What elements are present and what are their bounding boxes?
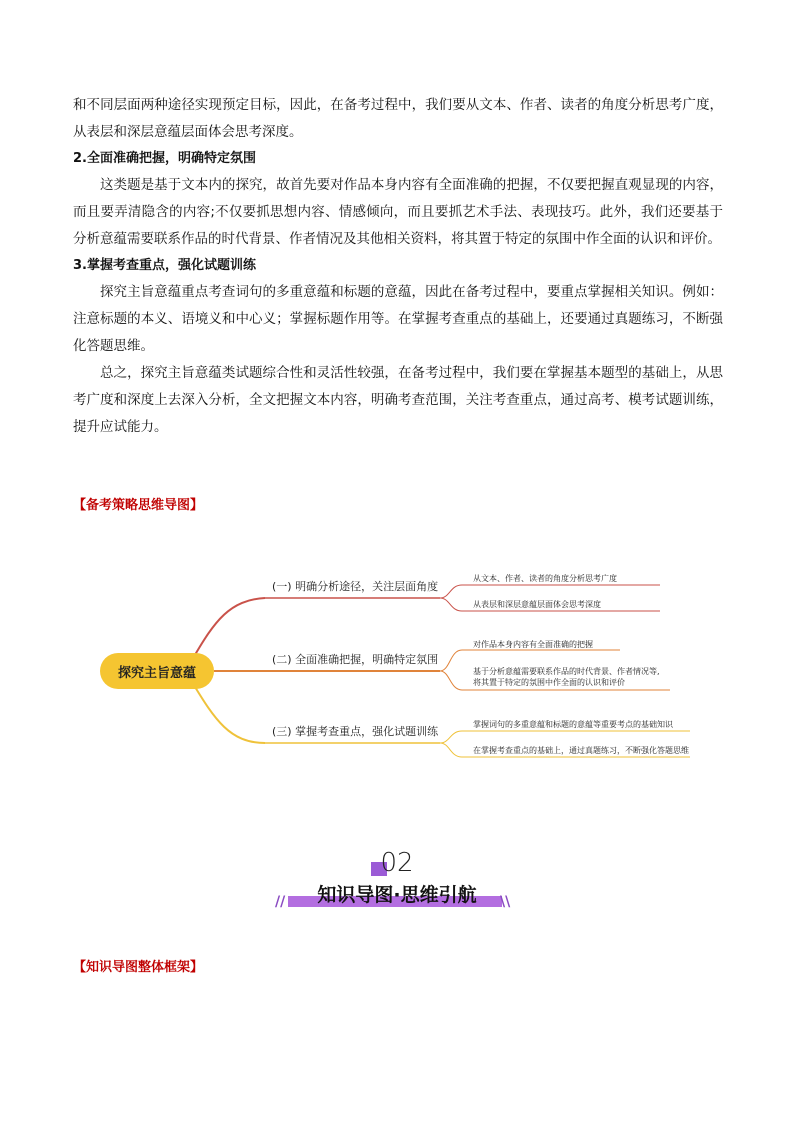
leaf-3-1: 掌握词句的多重意蕴和标题的意蕴等重要考点的基础知识 xyxy=(473,720,673,729)
strategy-map-label: 【备考策略思维导图】 xyxy=(73,498,204,513)
branch-3-curve xyxy=(192,682,265,743)
leaf-2-1: 对作品本身内容有全面准确的把握 xyxy=(473,640,593,649)
body-text xyxy=(73,92,723,441)
framework-label: 【知识导图整体框架】 xyxy=(73,960,204,975)
leaf-1-2: 从表层和深层意蕴层面体会思考深度 xyxy=(473,600,601,609)
heading-2: 2.全面准确把握，明确特定氛围 xyxy=(73,151,256,166)
section-title: 知识导图·思维引航 xyxy=(317,884,477,906)
paragraph-3: 探究主旨意蕴重点考查词句的多重意蕴和标题的意蕴，因此在备考过程中，要重点掌握相关知识。例如：注意标题的本义、语境义和中心义；掌握标题作用等。在掌握考查重点的基础上，还要通过真题练习，不断强化答题思维。 xyxy=(73,284,723,354)
left-slash-decoration: // xyxy=(275,894,286,910)
branch-2-label: (二) 全面准确把握，明确特定氛围 xyxy=(272,653,439,666)
paragraph-4: 总之，探究主旨意蕴类试题综合性和灵活性较强，在备考过程中，我们要在掌握基本题型的基础上，从思考广度和深度上去深入分析，全文把握文本内容，明确考查范围，关注考查重点，通过高考、模考试题训练，提升应试能力。 xyxy=(73,365,723,435)
section-number: 02 xyxy=(380,848,414,878)
branch-1-curve xyxy=(192,598,265,660)
branch-1-label: (一) 明确分析途径，关注层面角度 xyxy=(272,580,439,593)
branch-3-label: (三) 掌握考查重点，强化试题训练 xyxy=(272,725,439,738)
leaf-2-2: 基于分析意蕴需要联系作品的时代背景、作者情况等, xyxy=(473,667,660,676)
paragraph-1: 和不同层面两种途径实现预定目标，因此，在备考过程中，我们要从文本、作者、读者的角度分析思考广度，从表层和深层意蕴层面体会思考深度。 xyxy=(73,97,723,140)
leaf-3-2: 在掌握考查重点的基础上，通过真题练习，不断强化答题思维 xyxy=(473,746,689,755)
right-slash-decoration: \\ xyxy=(500,894,511,910)
heading-3: 3.掌握考查重点，强化试题训练 xyxy=(73,258,256,273)
mindmap-center-node: 探究主旨意蕴 xyxy=(100,653,214,689)
paragraph-2: 这类题是基于文本内的探究，故首先要对作品本身内容有全面准确的把握，不仅要把握直观显现的内容，而且要弄清隐含的内容;不仅要抓思想内容、情感倾向，而且要抓艺术手法、表现技巧。此外，我们还要基于分析意蕴需要联系作品的时代背景、作者情况及其他相关资料，将其置于特定的氛围中作全面的认识和评价。 xyxy=(73,177,723,247)
leaf-2-3: 将其置于特定的氛围中作全面的认识和评价 xyxy=(473,678,625,687)
section-title-wrap xyxy=(0,880,794,907)
leaf-1-1: 从文本、作者、读者的角度分析思考广度 xyxy=(473,574,617,583)
